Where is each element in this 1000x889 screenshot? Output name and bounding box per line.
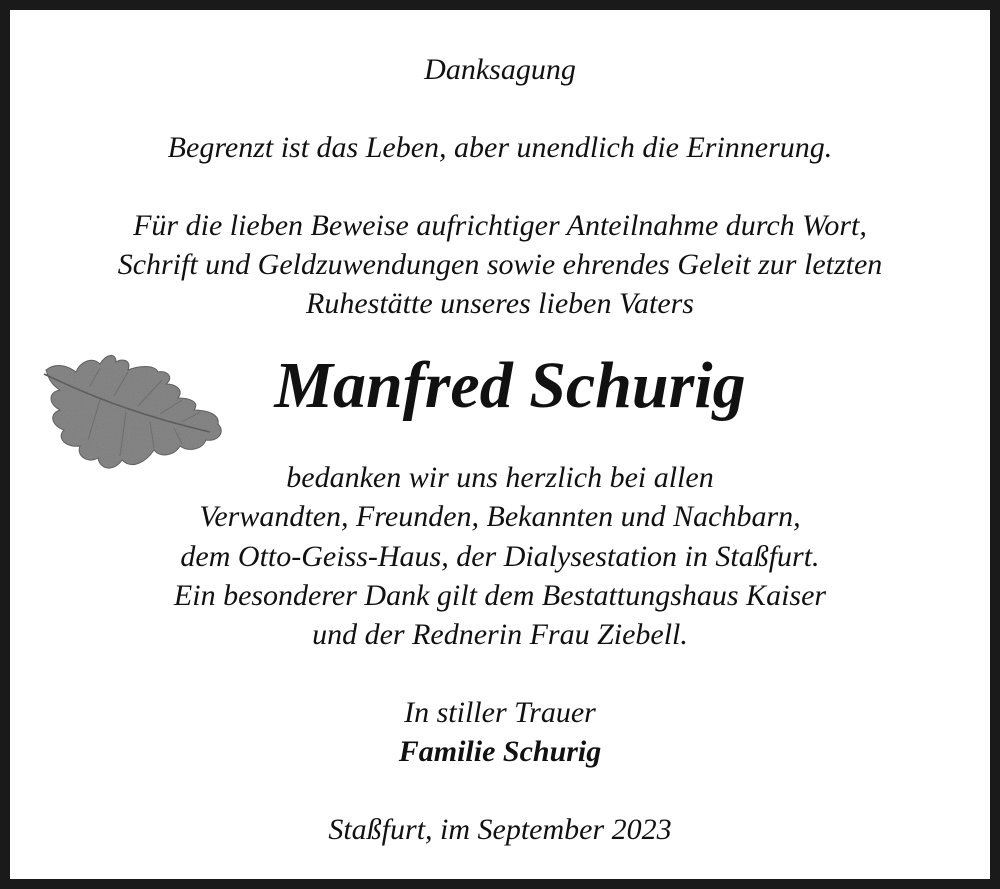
family-signature: Familie Schurig bbox=[398, 735, 602, 768]
place-date: Staßfurt, im September 2023 bbox=[328, 813, 672, 846]
thanks-line: und der Rednerin Frau Ziebell. bbox=[312, 618, 688, 651]
quote: Begrenzt ist das Leben, aber unendlich die Erinnerung. bbox=[167, 131, 833, 164]
mourning-line: In stiller Trauer bbox=[404, 696, 596, 729]
deceased-name: Manfred Schurig bbox=[274, 349, 746, 422]
intro-line: Ruhestätte unseres lieben Vaters bbox=[306, 287, 694, 320]
thanks-line: Verwandten, Freunden, Bekannten und Nachbarn, bbox=[199, 500, 801, 533]
thanks-line: bedanken wir uns herzlich bei allen bbox=[286, 461, 714, 494]
heading: Danksagung bbox=[424, 53, 576, 86]
intro-line: Für die lieben Beweise aufrichtiger Anteilnahme durch Wort, bbox=[133, 209, 867, 242]
thanks-line: dem Otto-Geiss-Haus, der Dialysestation in Staßfurt. bbox=[180, 540, 820, 573]
thanks-line: Ein besonderer Dank gilt dem Bestattungshaus Kaiser bbox=[173, 579, 827, 612]
oak-leaf-icon bbox=[42, 352, 228, 472]
intro-line: Schrift und Geldzuwendungen sowie ehrendes Geleit zur letzten bbox=[117, 248, 883, 281]
